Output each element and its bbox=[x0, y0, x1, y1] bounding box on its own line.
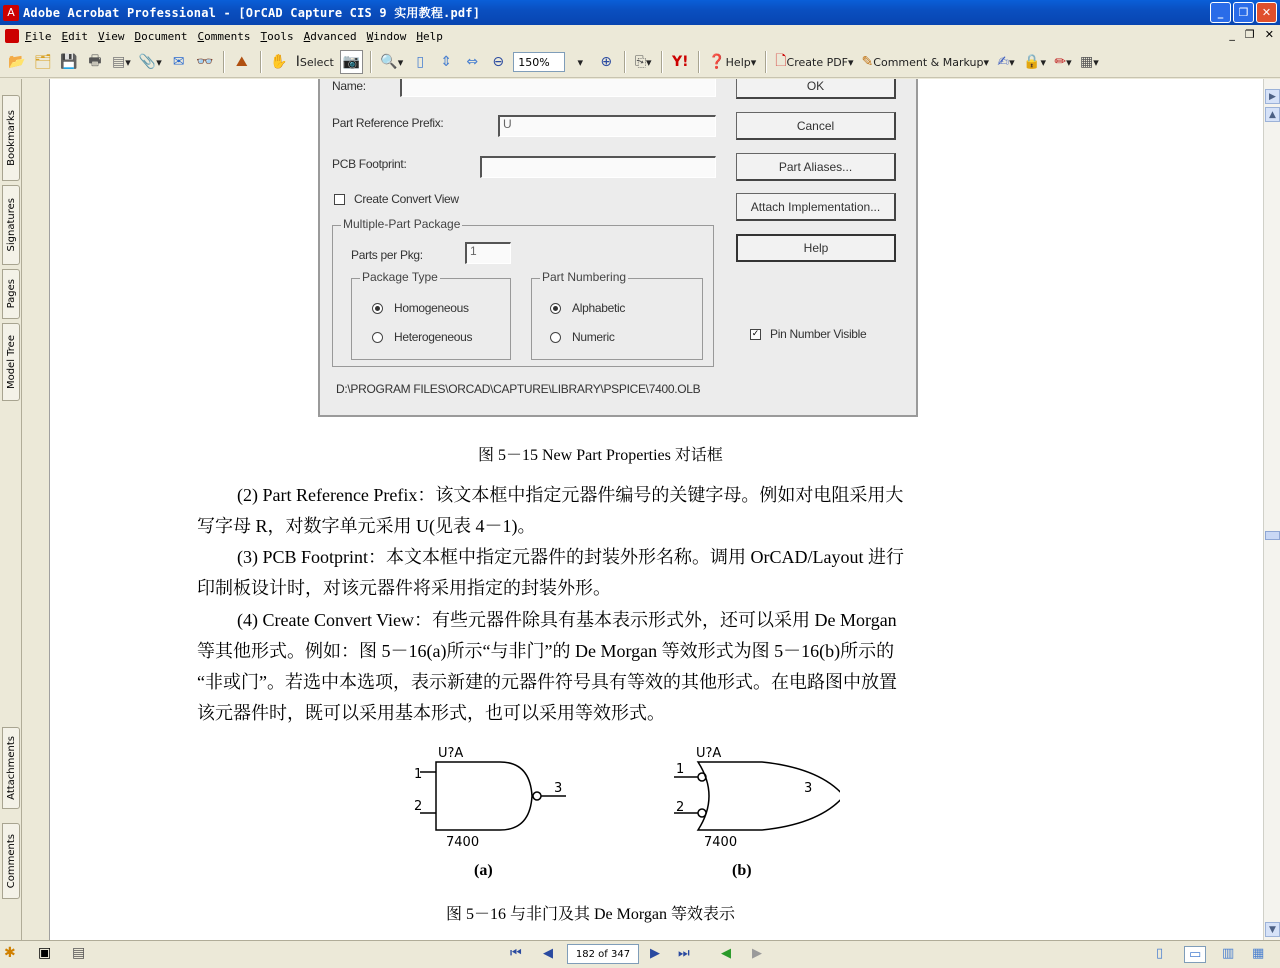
page-icon: ▯ bbox=[416, 54, 425, 70]
vertical-scrollbar[interactable] bbox=[1263, 79, 1280, 940]
or-ref: U?A bbox=[696, 746, 722, 761]
scroll-down-button[interactable]: ▼ bbox=[1265, 922, 1280, 937]
paragraph-prefix: (2) Part Reference Prefix：该文本框中指定元器件编号的关键字母。例如对电阻采用大 写字母 R，对数字单元采用 U(见表 4－1)。 bbox=[197, 485, 904, 536]
homogeneous-label: Homogeneous bbox=[394, 301, 469, 315]
or-pin3: 3 bbox=[804, 781, 813, 796]
print-icon: 🖶 bbox=[88, 53, 102, 69]
document-view[interactable] bbox=[50, 79, 1263, 940]
part-numbering-group bbox=[531, 270, 703, 360]
scroll-up-button[interactable]: ▲ bbox=[1265, 107, 1280, 122]
camera-icon: 📷 bbox=[342, 54, 361, 70]
comment-icon: ✎ bbox=[861, 54, 874, 70]
tab-comments[interactable]: Comments bbox=[2, 823, 20, 899]
comment-markup-button[interactable]: ✎ Comment & Markup ▾ bbox=[861, 54, 990, 70]
draw-button[interactable]: ✏ ▾ bbox=[1054, 54, 1072, 70]
paragraph-footprint: (3) PCB Footprint：本文本框中指定元器件的封装外形名称。调用 OrCAD/Layout 进行 印制板设计时，对该元器件将采用指定的封装外形。 bbox=[197, 547, 904, 598]
last-page-button[interactable]: ⏭ bbox=[678, 946, 690, 961]
part-numbering-title: Part Numbering bbox=[542, 270, 627, 284]
forms-button[interactable]: ▦ ▾ bbox=[1080, 54, 1099, 70]
tab-attachments[interactable]: Attachments bbox=[2, 727, 20, 809]
tab-pages[interactable]: Pages bbox=[2, 269, 20, 319]
nand-pin2: 2 bbox=[414, 799, 423, 814]
zoom-in-button[interactable] bbox=[595, 50, 617, 74]
previous-view-button[interactable]: ◀ bbox=[721, 946, 731, 961]
comment-label: Comment & Markup bbox=[873, 55, 984, 69]
create-pdf-label: Create PDF bbox=[786, 55, 849, 69]
window-title: Adobe Acrobat Professional - [OrCAD Capture CIS 9 实用教程.pdf] bbox=[23, 6, 481, 20]
hand-tool-button[interactable] bbox=[268, 50, 290, 74]
sign-button[interactable]: ✍ ▾ bbox=[997, 54, 1015, 70]
zoom-out-icon: ⊖ bbox=[492, 54, 505, 70]
page-number-field[interactable]: 182 of 347 bbox=[567, 944, 639, 964]
cancel-button: Cancel bbox=[736, 112, 896, 140]
nand-gate bbox=[420, 762, 566, 830]
create-pdf-icon: 🗋 bbox=[775, 53, 787, 69]
menu-document[interactable]: Document bbox=[134, 29, 188, 43]
select-tool-button[interactable] bbox=[294, 50, 336, 74]
status-icon: ✱ bbox=[4, 945, 16, 961]
nand-pin3: 3 bbox=[554, 781, 563, 796]
zoom-input[interactable]: 150% bbox=[513, 52, 565, 72]
yahoo-button[interactable] bbox=[669, 50, 691, 74]
figure-a-label: (a) bbox=[474, 862, 493, 879]
menu-tools[interactable]: Tools bbox=[260, 29, 294, 43]
numeric-label: Numeric bbox=[572, 330, 615, 344]
maximize-button[interactable]: ❐ bbox=[1233, 2, 1254, 23]
convert-view-checkbox bbox=[334, 194, 345, 205]
acrobat-icon: A bbox=[3, 5, 19, 21]
zoom-out-button[interactable] bbox=[487, 50, 509, 74]
email-button[interactable] bbox=[168, 50, 190, 74]
page-size-icon[interactable]: ▣ bbox=[38, 945, 52, 961]
picture-tasks-button[interactable] bbox=[231, 50, 253, 74]
attach-button[interactable]: 📎 ▾ bbox=[138, 54, 162, 70]
prefix-label: Part Reference Prefix: bbox=[332, 116, 444, 130]
close-button[interactable]: ✕ bbox=[1256, 2, 1277, 23]
print-button[interactable] bbox=[84, 50, 106, 74]
footprint-field bbox=[480, 156, 716, 178]
tasks-icon: ▤ bbox=[112, 54, 126, 70]
or-gate bbox=[674, 762, 840, 830]
package-type-group bbox=[351, 270, 511, 360]
parts-per-pkg-field: 1 bbox=[465, 242, 511, 264]
zoom-dropdown[interactable]: ▾ bbox=[577, 55, 583, 69]
actual-size-button[interactable] bbox=[409, 50, 431, 74]
attach-implementation-button: Attach Implementation... bbox=[736, 193, 896, 221]
or-part: 7400 bbox=[704, 835, 738, 850]
organizer-button[interactable] bbox=[32, 50, 54, 74]
title-bar bbox=[0, 0, 1280, 25]
previous-page-button[interactable]: ◀ bbox=[543, 946, 553, 961]
fit-width-icon: ⇔ bbox=[466, 54, 479, 70]
or-pin1: 1 bbox=[676, 762, 685, 777]
continuous-facing-button[interactable]: ▦ bbox=[1252, 946, 1265, 961]
select-label: Select bbox=[299, 55, 334, 69]
figure-5-15-caption: 图 5－15 New Part Properties 对话框 bbox=[478, 447, 723, 464]
search-button[interactable] bbox=[194, 50, 216, 74]
menu-view[interactable]: View bbox=[98, 29, 125, 43]
save-icon: 💾 bbox=[60, 54, 78, 70]
homogeneous-radio bbox=[372, 303, 383, 314]
continuous-button[interactable]: ▭ bbox=[1184, 946, 1206, 963]
prefix-field: U bbox=[498, 115, 716, 137]
lock-icon: 🔒 bbox=[1023, 54, 1041, 70]
paragraph-convert-view: (4) Create Convert View：有些元器件除具有基本表示形式外，还可以采用 De Morgan 等其他形式。例如：图 5－16(a)所示“与非门”的 De Morgan 等效形式为图 5－16(b)所示的 “非或门”。若选中本选项，表示新建的元器件符号具有等效的其他形式。在电路图中放置 该元器件时，既可以采用基本形式，也可以采用等效形式。 bbox=[197, 610, 897, 723]
document-icon bbox=[5, 29, 19, 43]
fit-page-icon: ⇕ bbox=[440, 54, 453, 70]
open-button[interactable] bbox=[6, 50, 28, 74]
doc-restore-button[interactable]: ❐ bbox=[1244, 28, 1255, 41]
create-pdf-button[interactable]: 🗋 Create PDF ▾ bbox=[773, 50, 855, 74]
menu-window[interactable]: Window bbox=[366, 29, 407, 43]
menu-help[interactable]: Help bbox=[416, 29, 443, 43]
rotate-button[interactable]: ⎘ ▾ bbox=[634, 54, 652, 70]
menu-file[interactable]: File bbox=[25, 29, 52, 43]
figure-5-16-caption: 图 5－16 与非门及其 De Morgan 等效表示 bbox=[446, 906, 736, 923]
pen-icon: ✍ bbox=[997, 54, 1010, 70]
save-button[interactable] bbox=[58, 50, 80, 74]
binoculars-icon: 👓 bbox=[196, 54, 214, 70]
help-button[interactable]: ❓ Help ▾ bbox=[708, 54, 757, 70]
rotate-icon: ⎘ bbox=[634, 54, 647, 70]
single-page-button[interactable]: ▯ bbox=[1156, 946, 1164, 961]
magnifier-icon: 🔍 bbox=[380, 54, 398, 70]
navigation-tabs bbox=[0, 79, 22, 940]
scroll-thumb[interactable] bbox=[1265, 531, 1280, 540]
footprint-label: PCB Footprint: bbox=[332, 157, 407, 171]
new-part-properties-dialog bbox=[318, 79, 918, 417]
picture-icon: ⛰ bbox=[235, 54, 248, 70]
ok-button: OK bbox=[736, 79, 896, 99]
status-bar bbox=[0, 940, 1280, 968]
numeric-radio bbox=[550, 332, 561, 343]
forms-icon: ▦ bbox=[1080, 54, 1094, 70]
parts-per-pkg-label: Parts per Pkg: bbox=[351, 248, 423, 262]
multiple-part-group bbox=[332, 217, 714, 367]
tasks-button[interactable]: ▤ ▾ bbox=[112, 54, 131, 70]
text-cursor-icon: Ⅰ bbox=[295, 54, 300, 70]
heterogeneous-radio bbox=[372, 332, 383, 343]
alphabetic-label: Alphabetic bbox=[572, 301, 626, 315]
part-aliases-button: Part Aliases... bbox=[736, 153, 896, 181]
pin-visible-checkbox: ✓ bbox=[751, 329, 760, 339]
email-icon: ✉ bbox=[172, 54, 185, 70]
heterogeneous-label: Heterogeneous bbox=[394, 330, 473, 344]
zoom-in-tool-button[interactable]: 🔍 ▾ bbox=[380, 54, 404, 70]
convert-view-label: Create Convert View bbox=[354, 192, 459, 206]
scroll-right-arrow[interactable]: ▶ bbox=[1265, 89, 1280, 104]
package-type-title: Package Type bbox=[362, 270, 438, 284]
pin-visible-label: Pin Number Visible bbox=[770, 327, 867, 341]
facing-button[interactable]: ▥ bbox=[1222, 946, 1235, 961]
menu-bar bbox=[0, 25, 1280, 47]
toolbar bbox=[0, 47, 1280, 78]
fit-page-button[interactable] bbox=[435, 50, 457, 74]
next-page-button[interactable]: ▶ bbox=[650, 946, 660, 961]
help-icon: ❓ bbox=[708, 54, 726, 70]
doc-minimize-button[interactable]: _ bbox=[1229, 28, 1235, 41]
navigation-pane bbox=[23, 79, 50, 940]
figure-b-label: (b) bbox=[732, 862, 752, 879]
hand-icon: ✋ bbox=[270, 54, 288, 70]
first-page-button[interactable]: ⏮ bbox=[510, 946, 522, 961]
next-view-button[interactable]: ▶ bbox=[752, 946, 762, 961]
library-path: D:\PROGRAM FILES\ORCAD\CAPTURE\LIBRARY\PSPICE\7400.OLB bbox=[336, 382, 701, 396]
doc-close-button[interactable]: ✕ bbox=[1264, 28, 1274, 41]
gate-figure bbox=[400, 739, 840, 889]
snapshot-button[interactable] bbox=[340, 50, 363, 74]
help-label: Help bbox=[725, 55, 751, 69]
or-pin2: 2 bbox=[676, 800, 685, 815]
paperclip-icon: 📎 bbox=[138, 54, 157, 70]
menu-edit[interactable]: Edit bbox=[61, 29, 88, 43]
tab-model-tree[interactable]: Model Tree bbox=[2, 323, 20, 401]
zoom-in-icon: ⊕ bbox=[600, 54, 613, 70]
folder-icon: 📂 bbox=[8, 54, 26, 70]
name-label: Name: bbox=[332, 79, 366, 93]
nand-part: 7400 bbox=[446, 835, 480, 850]
organizer-icon: 🗂 bbox=[34, 54, 52, 70]
nand-pin1: 1 bbox=[414, 767, 423, 782]
menu-advanced[interactable]: Advanced bbox=[303, 29, 357, 43]
help-dialog-button: Help bbox=[736, 234, 896, 262]
minimize-button[interactable]: _ bbox=[1210, 2, 1231, 23]
nand-ref: U?A bbox=[438, 746, 464, 761]
menu-comments[interactable]: Comments bbox=[197, 29, 251, 43]
alphabetic-radio bbox=[550, 303, 561, 314]
page-info-icon[interactable]: ▤ bbox=[72, 945, 86, 961]
yahoo-icon: Y! bbox=[671, 54, 689, 70]
multiple-part-title: Multiple-Part Package bbox=[343, 217, 461, 231]
tab-bookmarks[interactable]: Bookmarks bbox=[2, 95, 20, 181]
fit-width-button[interactable] bbox=[461, 50, 483, 74]
pencil-icon: ✏ bbox=[1054, 54, 1067, 70]
tab-signatures[interactable]: Signatures bbox=[2, 185, 20, 265]
name-field bbox=[400, 79, 716, 97]
secure-button[interactable]: 🔒 ▾ bbox=[1023, 54, 1046, 70]
